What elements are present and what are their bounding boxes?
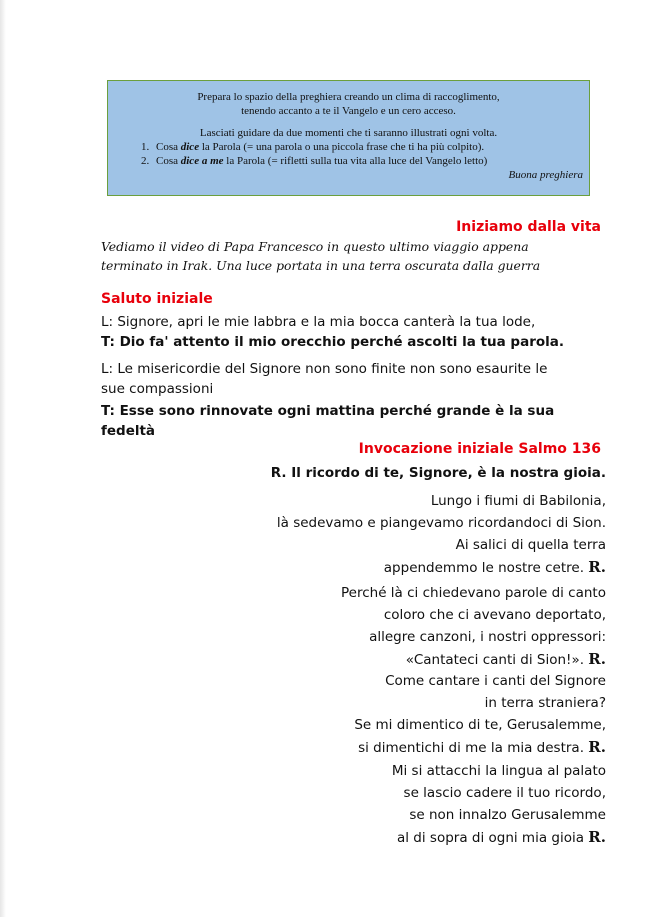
intro-list-item: 2. Cosa dice a me la Parola (= rifletti sulla tua vita alla luce del Vangelo letto) — [152, 154, 589, 168]
intro-signoff: Buona preghiera — [508, 169, 583, 181]
leader-line: sue compassioni — [101, 381, 214, 397]
response-mark: R. — [588, 558, 606, 576]
psalm-stanza: Mi si attacchi la lingua al palato se lascio cadere il tuo ricordo, se non innalzo Gerusalemme al di sopra di ogni mia gioia R. — [391, 763, 606, 846]
response-mark: R. — [588, 650, 606, 668]
psalm-stanza: Lungo i fiumi di Babilonia, là sedevamo e piangevamo ricordandoci di Sion. Ai salici di quella terra appendemmo le nostre cetre. R. — [276, 493, 606, 576]
intro-list-item: 1. Cosa dice la Parola (= una parola o una piccola frase che ti ha più colpito). — [152, 140, 589, 154]
page-edge — [0, 0, 6, 917]
intro-box — [107, 80, 590, 196]
response-line: T: Esse sono rinnovate ogni mattina perché grande è la sua fedeltà — [101, 403, 555, 439]
response-mark: R. — [588, 738, 606, 756]
leader-line: L: Signore, apri le mie labbra e la mia bocca canterà la tua lode, — [101, 314, 536, 330]
response-mark: R. — [588, 828, 606, 846]
response-line: T: Dio fa' attento il mio orecchio perché ascolti la tua parola. — [101, 334, 564, 350]
section-text: terminato in Irak. Una luce portata in una terra oscurata dalla guerra — [101, 258, 541, 273]
intro-line: Prepara lo spazio della preghiera creando un clima di raccoglimento, — [197, 91, 500, 103]
leader-line: L: Le misericordie del Signore non sono finite non sono esaurite le — [101, 361, 548, 377]
intro-line: Lasciati guidare da due momenti che ti saranno illustrati ogni volta. — [199, 127, 498, 139]
section-heading-invocazione: Invocazione iniziale Salmo 136 — [358, 441, 601, 457]
section-heading-vita: Iniziamo dalla vita — [456, 219, 601, 235]
psalm-refrain: R. Il ricordo di te, Signore, è la nostra gioia. — [270, 465, 606, 481]
section-text: Vediamo il video di Papa Francesco in questo ultimo viaggio appena — [101, 239, 529, 254]
intro-list — [108, 140, 589, 168]
psalm-stanza: Come cantare i canti del Signore in terra straniera? Se mi dimentico di te, Gerusalemme, si dimentichi di me la mia destra. R. — [354, 673, 606, 756]
section-heading-saluto: Saluto iniziale — [101, 291, 213, 307]
psalm-stanza: Perché là ci chiedevano parole di canto coloro che ci avevano deportato, allegre canzoni, i nostri oppressori: «Cantateci canti di Sion!». R. — [341, 585, 606, 668]
intro-line: tenendo accanto a te il Vangelo e un cero acceso. — [241, 105, 456, 117]
